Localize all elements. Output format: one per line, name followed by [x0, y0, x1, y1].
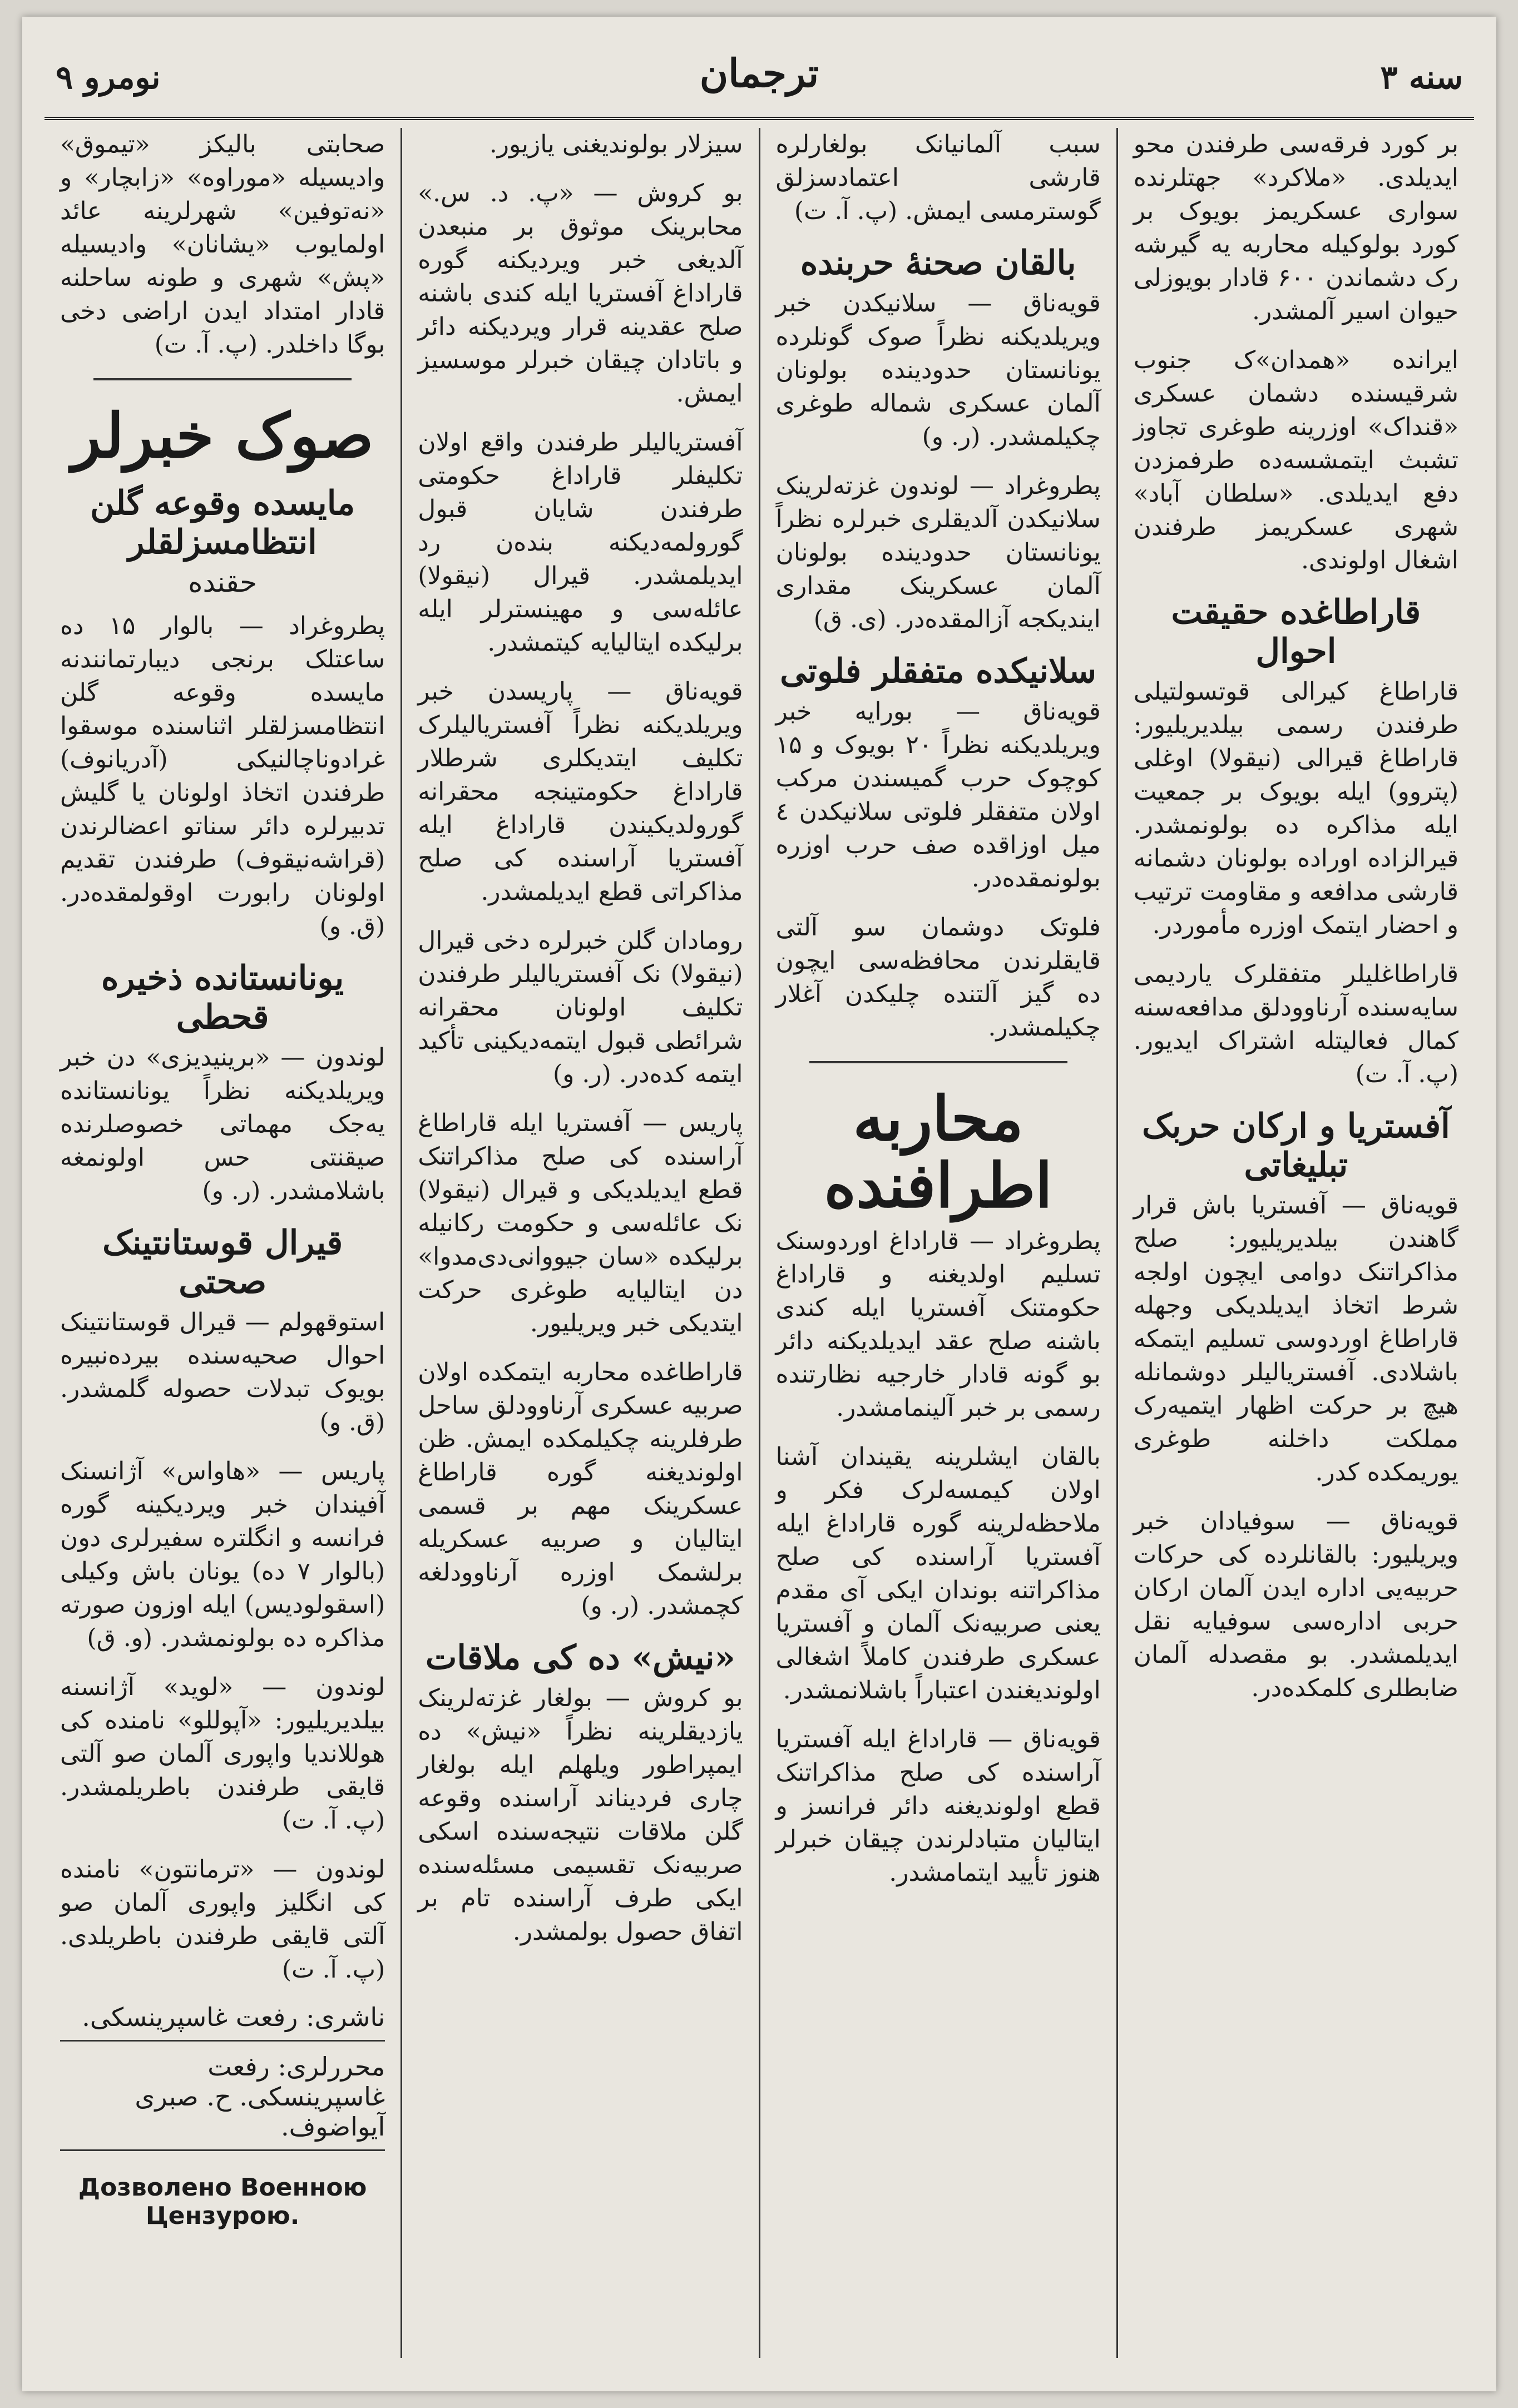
section-heading: قاراطاغده حقیقت احوال [1171, 593, 1421, 671]
article-text: فلوتک دوشمان سو آلتی قایقلرندن محافظه‌سی ایچون ده گیز آلتنده چلیکدن آغلار چکیلمشدر. [775, 913, 1101, 1042]
headline-around-war: محاربه اطرافنده [824, 1083, 1052, 1221]
publisher-name: رفعت غاسپرینسکی. [82, 2002, 298, 2032]
article-text: لوندون — «لوید» آژانسنه بیلدیریلیور: «آپوللو» نامنده کی هوللاندیا واپوری آلمان صو آلتی قایقی طرفندن باطریلمشدر. (پ. آ. ت) [60, 1673, 385, 1835]
article-text: بو کروش — بولغار غزته‌لرینک یازدیقلرینه نظراً «نیش» ده ایمپراطور ویلهلم ایله بولغار چاری فردیناند آراسنده وقوعه گلن ملاقات نتیجه‌سنده اسکی صربیه‌نک تقسیمی مسئله‌سنده ایکی طرف آراسنده تام بر اتفاق حصول بولمشدر. [418, 1684, 743, 1946]
column-1 [1116, 128, 1474, 2358]
section-heading: قیرال قوستانتینک صحتی [102, 1223, 343, 1301]
article-text: قویه‌ناق — بورایه خبر ویریلدیکنه نظراً ۲۰ بویوک و ۱۵ کوچوک حرب گمیسندن مرکب اولان متفقلر فلوتی سلانیکدن ٤ میل اوزاقده صف حرب اوزره بولونمقده‌در. [775, 697, 1101, 893]
article-text: قاراطاغده محاربه ایتمکده اولان صربیه عسکری آرناوودلق ساحل طرفلرینه چکیلمکده ایمش. ظن اولوندیغنه گوره قاراطاغ عسکرینک مهم بر قسمی ایتالیان و صربیه عسکریله برلشمک اوزره آرناوودلغه کچمشدر. (ر. و) [418, 1358, 743, 1620]
divider [93, 378, 352, 380]
article-text: قویه‌ناق — پاریسدن خبر ویریلدیکنه نظراً آفستریالیلرک تکلیف ایتدیکلری شرطلار قاراداغ حکومتینجه محقرانه گورولدیکیندن قاراداغ ایله آفستریا آراسنده کی صلح مذاکراتی قطع ایدیلمشدر. [418, 677, 743, 906]
censor-note: Дозволено Военною Цензурою. [78, 2173, 367, 2230]
article-text: پطروغراد — قاراداغ اوردوسنک تسلیم اولدیغنه و قاراداغ حکومتنک آفستریا ایله کندی باشنه صلح عقد ایدیلدیکنه دائر بو گونه قادار خارجیه نظارتنده رسمی بر خبر آلینمامشدر. [775, 1227, 1101, 1422]
editors-line [60, 2052, 385, 2151]
article-text: قویه‌ناق — سوفیادان خبر ویریلیور: بالقانلرده کی حرکات حربیه‌یی اداره ایدن آلمان ارکان حربی اداره‌سی سوفیایه نقل ایدیلمشدر. بو مقصدله آلمان ضابطلری کلمکده‌در. [1133, 1507, 1458, 1702]
article-text: سبب آلمانیانک بولغارلره قارشی اعتمادسزلق گوسترمسی ایمش. (پ. آ. ت) [775, 130, 1101, 225]
article-text: قاراطاغ کیرالی قوتسولتیلی طرفندن رسمی بیلدیریلیور: قاراطاغ قیرالی (نیقولا) اوغلی (پتروو) ایله بویوک بر جمعیت ایله مذاکره ده بولونمشدر. قیرالزاده اوراده بولونان دشمانه قارشی مدافعه و مقاومت ترتیب و احضار ایتمک اوزره مأموردر. [1133, 677, 1458, 939]
article-text: قویه‌ناق — آفستریا باش قرار گاهندن بیلدیریلیور: صلح مذاکراتنک دوامی ایچون اولجه شرط اتخاذ ایدیلدیکی وجهله قاراطاغ اوردوسی تسلیم ایتمکه باشلادی. آفستریالیلر دوشمانله هیچ بر حرکت اظهار ایتمیه‌رک مملکت داخلنه طوغری یوریمکده کدر. [1133, 1191, 1458, 1487]
article-text: بر کورد فرقه‌سی طرفندن محو ایدیلدی. «ملاکرد» جهتلرنده سواری عسکریمز بویوک بر کورد بولوکیله محاربه یه گیرشه رک دشماندن ۶۰۰ قادار بویوزلی حیوان اسیر آلمشدر. [1133, 130, 1459, 325]
divider [809, 1061, 1067, 1063]
publisher-line [60, 2002, 385, 2042]
article-text: بو کروش — «پ. د. س.» محابرینک موثوق بر منبعدن آلدیغی خبر ویردیکنه گوره قاراداغ آفستریا ایله کندی باشنه صلح عقدینه قرار ویردیکنه دائر و باتادان چیقان خبرلر موسسیز ایمش. [418, 179, 743, 408]
section-heading: مایسده وقوعه گلن انتظامسزلقلر [90, 484, 355, 562]
editor-name: رفعت غاسپرینسکی. [207, 2052, 385, 2112]
newspaper-page [22, 17, 1496, 2391]
headline-latest-news: صوک خبرلر [71, 400, 374, 472]
article-text: پطروغراد — بالوار ۱۵ ده ساعتلک برنجی دیبارتمانندنه مایسده وقوعه گلن انتظامسزلقلر اثناسنده موسقوا غرادوناچالنیکی (آدریانوف) طرفندن اتخاذ اولونان یا گلیش تدبیرلره دائر سناتو اعضالرندن (قراشه‌نیقوف) طرفندن تقدیم اولونان رابورت اوقولمقده‌در. (ق. و) [60, 612, 385, 940]
article-text: قویه‌ناق — قاراداغ ایله آفستریا آراسنده کی صلح مذاکراتنک قطع اولوندیغنه دائر فرانسز و ایتالیان متبادلرندن چیقان خبرلر هنوز تأیید ایتمامشدر. [775, 1725, 1101, 1887]
masthead [44, 39, 1474, 120]
article-text: لوندون — «ترمانتون» نامنده کی انگلیز واپوری آلمان صو آلتی قایقی طرفندن باطریلدی. (پ. آ. ت) [60, 1855, 385, 1984]
masthead-date: سنه ۳ [1380, 58, 1463, 96]
article-text: استوقهولم — قیرال قوستانتینک احوال صحیه‌سنده بیرده‌نبیره بویوک تبدلات حصوله گلمشدر. (ق. و) [60, 1308, 385, 1436]
columns [44, 128, 1474, 2358]
editors-label: محررلری: [278, 2052, 385, 2082]
article-text: پاریس — «هاواس» آژانسنک آفیندان خبر ویردیکینه گوره فرانسه و انگلتره سفیرلری دون (بالوار ۷ ده) یونان باش وکیلی (اسقولودیس) ایله اوزون صورته مذاکره ده بولونمشدر. (و. ق) [60, 1457, 385, 1652]
publisher-label: ناشری: [306, 2002, 385, 2032]
article-text: پاریس — آفستریا ایله قاراطاغ آراسنده کی صلح مذاکراتنک قطع ایدیلدیکی و قیرال (نیقولا) نک عائله‌سی و حکومت رکانیله برلیکده «سان جیووانی‌دی‌مدوا» دن ایتالیایه طوغری حرکت ایتدیکی خبر ویریلیور. [418, 1109, 743, 1337]
section-heading: بالقان صحنهٔ حربنده [800, 244, 1076, 283]
section-heading: سلانیکده متفقلر فلوتی [780, 652, 1097, 691]
article-text: بالقان ایشلرینه یقیندان آشنا اولان کیمسه‌لرک فکر و ملاحظه‌لرینه گوره قاراداغ ایله آفستریا آراسنده کی صلح مذاکراتنه بوندان ایکی آی مقدم یعنی صربیه‌نک آلمان و آفستریا عسکری طرفندن کاملاً اشغالی اولوندیغندن اعتباراً باشلانمشدر. [775, 1443, 1101, 1705]
article-text: لوندون — «برینیدیزی» دن خبر ویریلدیکنه نظراً یونانستانده یه‌جک مهماتی خصوصلرنده صیقنتی حس اولونمغه باشلامشدر. (ر. و) [60, 1043, 385, 1205]
masthead-issue: نومرو ۹ [56, 58, 161, 96]
section-subheading: حقنده [188, 566, 257, 598]
column-2 [759, 128, 1116, 2358]
article-text: پطروغراد — لوندون غزته‌لرینک سلانیکدن آلدیقلری خبرلره نظراً یونانستان حدودینده بولونان آلمان عسکرینک مقداری ایندیکجه آزالمقده‌در. (ی. ق) [775, 472, 1101, 633]
masthead-title: ترجمان [699, 50, 819, 96]
column-3 [400, 128, 758, 2358]
section-heading: یونانستانده ذخیره قحطی [101, 959, 344, 1037]
editor-name: ح. صبری آیواضوف. [135, 2082, 385, 2142]
article-text: سیزلار بولوندیغنی یازیور. [489, 130, 743, 158]
article-text: قاراطاغلیلر متفقلرک یاردیمی سایه‌سنده آرناوودلق مدافعه‌سنه کمال فعالیتله اشتراک ایدیور. (پ. آ. ت) [1133, 960, 1458, 1088]
article-text: صحابتی بالیکز «تیموق» وادیسیله «موراوه» «زابچار» و «نه‌توفین» شهرلرینه عائد اولمایوب «یشانان» وادیسیله «پش» شهری و طونه ساحلنه قادار امتداد ایدن اراضی دخی بوگا داخلدر. (پ. آ. ت) [60, 130, 385, 359]
section-heading: «نیش» ده کی ملاقات [425, 1638, 735, 1677]
article-text: قویه‌ناق — سلانیکدن خبر ویریلدیکنه نظراً صوک گونلرده یونانستان حدودینده بولونان آلمان عسکری شماله طوغری چکیلمشدر. (ر. و) [775, 289, 1101, 451]
article-text: آفستریالیلر طرفندن واقع اولان تکلیفلر قاراداغ حکومتی طرفندن شایان قبول گورولمه‌دیکنه بنده‌ن رد ایدیلمشدر. قیرال (نیقولا) عائله‌سی و مهینسترلر ایله برلیکده ایتالیایه کیتمشدر. [418, 428, 743, 657]
article-text: ایرانده «همدان»ک جنوب شرقیسنده دشمان عسکری «قنداک» اوزرینه طوغری تجاوز تشبث ایتمشسه‌ده طرفمزدن دفع ایدیلدی. «سلطان آباد» شهری عسکریمز طرفندن اشغال اولوندی. [1133, 346, 1458, 574]
article-text: رومادان گلن خبرلره دخی قیرال (نیقولا) نک آفستریالیلر طرفندن تکلیف اولونان محقرانه شرائطی قبول ایتمه‌دیکینی تأکید ایتمه کده‌در. (ر. و) [418, 926, 743, 1088]
section-heading: آفستریا و ارکان حربک تبلیغاتی [1141, 1107, 1450, 1185]
column-4 [44, 128, 400, 2358]
